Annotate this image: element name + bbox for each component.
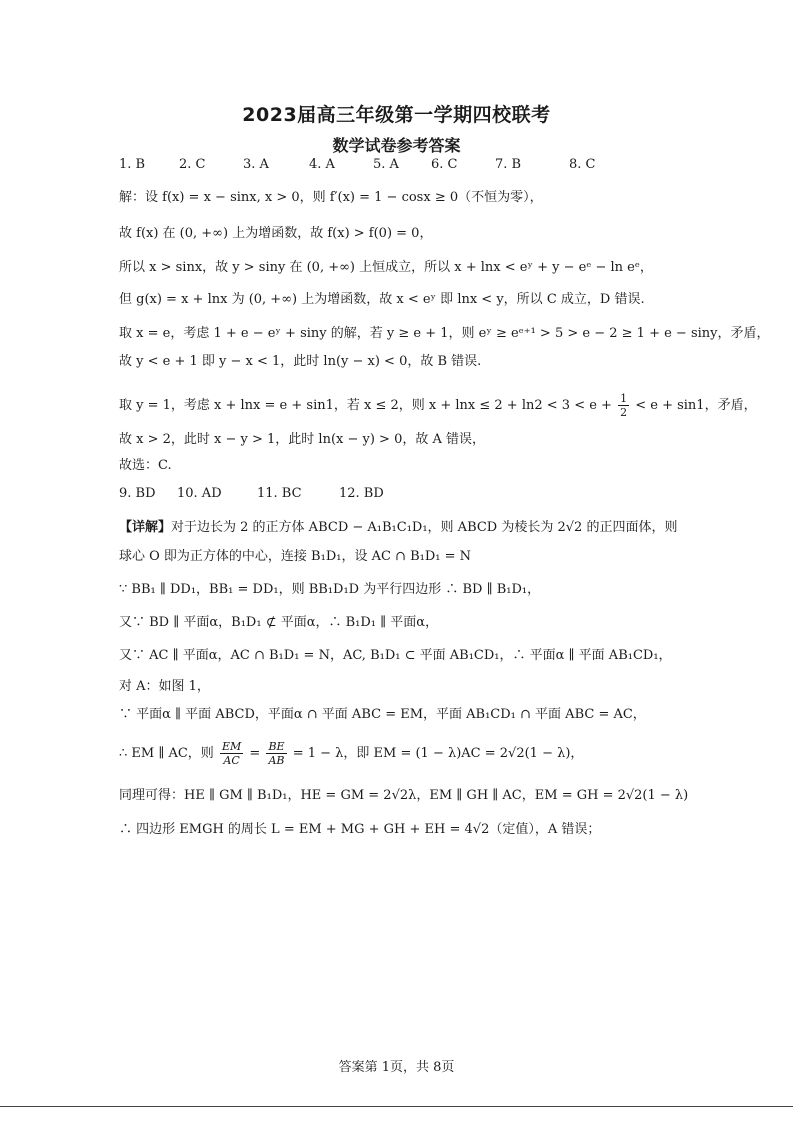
fraction-denominator: AB [268, 754, 285, 767]
detail-line: ∵ 平面α ∥ 平面 ABCD，平面α ∩ 平面 ABC = EM，平面 AB₁CD₁ ∩ 平面 ABC = AC， [119, 707, 646, 722]
text-segment: 取 y = 1，考虑 x + lnx = e + sin1，若 x ≤ 2，则 x + lnx ≤ 2 + ln2 < 3 < e + [119, 398, 612, 413]
text-segment: = [249, 746, 261, 761]
fraction [266, 740, 286, 767]
detail-line [119, 518, 759, 538]
detail-line: 又∵ AC ∥ 平面α，AC ∩ B₁D₁ = N，AC, B₁D₁ ⊂ 平面 AB₁CD₁，∴ 平面α ∥ 平面 AB₁CD₁， [119, 648, 672, 663]
answer-item: 7. B [495, 157, 522, 172]
solution-line: 故 x > 2，此时 x − y > 1，此时 ln(x − y) > 0，故 A 错误， [119, 432, 486, 447]
solution-line: 所以 x > sinx，故 y > siny 在 (0, +∞) 上恒成立，所以 x + lnx < eʸ + y − eᵉ − ln eᵉ， [119, 260, 653, 275]
detail-line: 同理可得：HE ∥ GM ∥ B₁D₁，HE = GM = 2√2λ，EM ∥ GH ∥ AC，EM = GH = 2√2(1 − λ) [119, 788, 689, 803]
answer-item: 2. C [179, 157, 206, 172]
solution-conclusion: 故选：C. [119, 458, 172, 473]
fraction-numerator: 1 [620, 392, 628, 405]
solution-line: 但 g(x) = x + lnx 为 (0, +∞) 上为增函数，故 x < eʸ 即 lnx < y，所以 C 成立，D 错误. [119, 292, 645, 307]
detail-line: ∵ BB₁ ∥ DD₁，BB₁ = DD₁，则 BB₁D₁D 为平行四边形 ∴ BD ∥ B₁D₁， [119, 582, 541, 597]
answer-row-2 [119, 484, 759, 504]
detail-line-fraction [119, 740, 759, 767]
detail-line: ∴ 四边形 EMGH 的周长 L = EM + MG + GH + EH = 4√2（定值），A 错误； [119, 822, 601, 837]
answer-item: 3. A [243, 157, 269, 172]
page-divider [0, 1106, 793, 1107]
detail-line: 对 A：如图 1， [119, 679, 210, 694]
fraction-denominator: AC [223, 754, 240, 767]
answer-item: 11. BC [257, 486, 302, 501]
answer-item: 8. C [569, 157, 596, 172]
text-segment: 对于边长为 2 的正方体 ABCD − A₁B₁C₁D₁，则 ABCD 为棱长为 2√2 的正四面体，则 [171, 520, 678, 535]
answer-item: 4. A [309, 157, 335, 172]
fraction [618, 392, 629, 419]
page-subtitle: 数学试卷参考答案 [332, 136, 461, 155]
text-segment: ∴ EM ∥ AC，则 [119, 746, 214, 761]
page-footer: 答案第 1页，共 8页 [338, 1060, 455, 1075]
page-title: 2023届高三年级第一学期四校联考 [242, 104, 551, 126]
detail-line: 球心 O 即为正方体的中心，连接 B₁D₁，设 AC ∩ B₁D₁ = N [119, 549, 472, 564]
fraction-numerator: EM [221, 740, 242, 753]
detail-line: 又∵ BD ∥ 平面α，B₁D₁ ⊄ 平面α，∴ B₁D₁ ∥ 平面α， [119, 615, 439, 630]
fraction [220, 740, 243, 767]
solution-line: 故 y < e + 1 即 y − x < 1，此时 ln(y − x) < 0，故 B 错误. [119, 354, 482, 369]
answer-item: 10. AD [177, 486, 222, 501]
fraction-denominator: 2 [620, 406, 628, 419]
answer-row-1 [119, 155, 759, 175]
text-segment: < e + sin1，矛盾， [635, 398, 757, 413]
answer-item: 12. BD [339, 486, 384, 501]
answer-item: 1. B [119, 157, 146, 172]
solution-line: 取 x = e，考虑 1 + e − eʸ + siny 的解，若 y ≥ e + 1，则 eʸ ≥ eᵉ⁺¹ > 5 > e − 2 ≥ 1 + e − siny，矛盾， [119, 326, 770, 341]
answer-item: 5. A [373, 157, 399, 172]
solution-line: 故 f(x) 在 (0, +∞) 上为增函数，故 f(x) > f(0) = 0， [119, 226, 433, 241]
answer-item: 9. BD [119, 486, 156, 501]
text-segment: = 1 − λ，即 EM = (1 − λ)AC = 2√2(1 − λ)， [292, 746, 584, 761]
solution-line: 解：设 f(x) = x − sinx, x > 0，则 f′(x) = 1 − cosx ≥ 0（不恒为零）， [119, 190, 543, 205]
solution-line-fraction [119, 392, 759, 419]
fraction-numerator: BE [268, 740, 285, 753]
detail-tag: 【详解】 [119, 520, 172, 535]
answer-item: 6. C [431, 157, 458, 172]
